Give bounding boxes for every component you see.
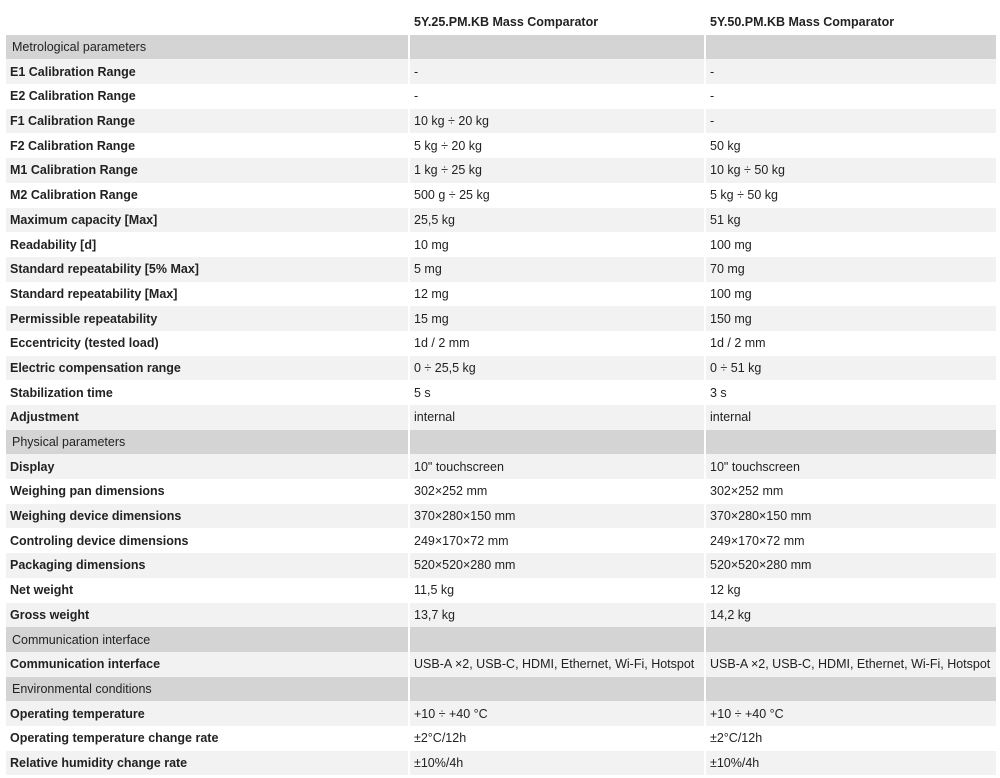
row-value-model-2: 150 mg	[706, 306, 996, 331]
row-label: Packaging dimensions	[6, 553, 408, 578]
row-value-model-2: 370×280×150 mm	[706, 504, 996, 529]
row-value-model-1: 249×170×72 mm	[410, 528, 704, 553]
row-value-model-2: 3 s	[706, 380, 996, 405]
table-row	[6, 701, 996, 726]
row-value-model-1: 370×280×150 mm	[410, 504, 704, 529]
row-value-model-1: 13,7 kg	[410, 603, 704, 628]
row-label: Communication interface	[6, 652, 408, 677]
row-value-model-2: 70 mg	[706, 257, 996, 282]
row-label: Controling device dimensions	[6, 528, 408, 553]
row-value-model-1: -	[410, 84, 704, 109]
section-spacer-cell	[706, 627, 996, 652]
row-value-model-2: 51 kg	[706, 208, 996, 233]
section-header-row	[6, 627, 996, 652]
row-label: Maximum capacity [Max]	[6, 208, 408, 233]
row-value-model-1: 520×520×280 mm	[410, 553, 704, 578]
row-label: Weighing device dimensions	[6, 504, 408, 529]
section-spacer-cell	[706, 430, 996, 455]
row-label: Net weight	[6, 578, 408, 603]
row-value-model-2: 10" touchscreen	[706, 454, 996, 479]
row-value-model-1: 5 s	[410, 380, 704, 405]
row-value-model-1: 302×252 mm	[410, 479, 704, 504]
row-label: Eccentricity (tested load)	[6, 331, 408, 356]
table-row	[6, 133, 996, 158]
spec-table-body	[6, 10, 996, 775]
row-label: Permissible repeatability	[6, 306, 408, 331]
row-value-model-2: USB-A ×2, USB-C, HDMI, Ethernet, Wi-Fi, Hotspot	[706, 652, 996, 677]
row-label: Stabilization time	[6, 380, 408, 405]
section-spacer-cell	[410, 677, 704, 702]
row-value-model-1: 25,5 kg	[410, 208, 704, 233]
table-row	[6, 158, 996, 183]
section-spacer-cell	[706, 35, 996, 60]
row-label: E1 Calibration Range	[6, 59, 408, 84]
table-row	[6, 257, 996, 282]
row-label: Electric compensation range	[6, 356, 408, 381]
section-header-row	[6, 677, 996, 702]
header-model-2: 5Y.50.PM.KB Mass Comparator	[706, 10, 996, 35]
row-value-model-2: 5 kg ÷ 50 kg	[706, 183, 996, 208]
row-value-model-2: 100 mg	[706, 232, 996, 257]
table-row	[6, 109, 996, 134]
row-value-model-1: ±10%/4h	[410, 751, 704, 776]
table-row	[6, 652, 996, 677]
row-value-model-2: 12 kg	[706, 578, 996, 603]
row-value-model-2: 1d / 2 mm	[706, 331, 996, 356]
row-label: M2 Calibration Range	[6, 183, 408, 208]
row-value-model-2: ±10%/4h	[706, 751, 996, 776]
row-label: Weighing pan dimensions	[6, 479, 408, 504]
row-label: E2 Calibration Range	[6, 84, 408, 109]
row-value-model-2: 520×520×280 mm	[706, 553, 996, 578]
table-row	[6, 84, 996, 109]
row-label: Relative humidity change rate	[6, 751, 408, 776]
row-label: F2 Calibration Range	[6, 133, 408, 158]
section-title: Communication interface	[6, 627, 408, 652]
table-row	[6, 232, 996, 257]
section-spacer-cell	[410, 627, 704, 652]
row-value-model-1: 5 kg ÷ 20 kg	[410, 133, 704, 158]
spec-comparison-table	[4, 10, 998, 775]
section-title: Physical parameters	[6, 430, 408, 455]
table-row	[6, 479, 996, 504]
row-value-model-1: 10" touchscreen	[410, 454, 704, 479]
row-value-model-1: internal	[410, 405, 704, 430]
row-value-model-1: USB-A ×2, USB-C, HDMI, Ethernet, Wi-Fi, Hotspot	[410, 652, 704, 677]
row-label: Gross weight	[6, 603, 408, 628]
table-row	[6, 356, 996, 381]
row-value-model-2: 14,2 kg	[706, 603, 996, 628]
row-value-model-2: 302×252 mm	[706, 479, 996, 504]
table-row	[6, 306, 996, 331]
row-value-model-1: 5 mg	[410, 257, 704, 282]
header-model-1: 5Y.25.PM.KB Mass Comparator	[410, 10, 704, 35]
row-value-model-2: ±2°C/12h	[706, 726, 996, 751]
row-label: Standard repeatability [Max]	[6, 282, 408, 307]
row-value-model-1: 15 mg	[410, 306, 704, 331]
section-spacer-cell	[410, 430, 704, 455]
table-row	[6, 504, 996, 529]
table-header-row	[6, 10, 996, 35]
row-value-model-1: 1 kg ÷ 25 kg	[410, 158, 704, 183]
row-value-model-2: -	[706, 109, 996, 134]
table-row	[6, 405, 996, 430]
row-value-model-1: 500 g ÷ 25 kg	[410, 183, 704, 208]
row-label: M1 Calibration Range	[6, 158, 408, 183]
row-value-model-1: +10 ÷ +40 °C	[410, 701, 704, 726]
table-row	[6, 578, 996, 603]
table-row	[6, 553, 996, 578]
row-value-model-1: 1d / 2 mm	[410, 331, 704, 356]
row-value-model-1: ±2°C/12h	[410, 726, 704, 751]
table-row	[6, 603, 996, 628]
row-value-model-1: 11,5 kg	[410, 578, 704, 603]
row-value-model-2: +10 ÷ +40 °C	[706, 701, 996, 726]
row-label: Adjustment	[6, 405, 408, 430]
row-label: Operating temperature change rate	[6, 726, 408, 751]
row-label: Readability [d]	[6, 232, 408, 257]
table-row	[6, 726, 996, 751]
table-row	[6, 380, 996, 405]
row-label: F1 Calibration Range	[6, 109, 408, 134]
table-row	[6, 528, 996, 553]
section-spacer-cell	[706, 677, 996, 702]
table-row	[6, 454, 996, 479]
row-value-model-2: -	[706, 84, 996, 109]
row-value-model-1: 10 kg ÷ 20 kg	[410, 109, 704, 134]
row-value-model-2: 50 kg	[706, 133, 996, 158]
table-row	[6, 59, 996, 84]
table-row	[6, 208, 996, 233]
row-label: Display	[6, 454, 408, 479]
section-header-row	[6, 35, 996, 60]
row-value-model-2: 0 ÷ 51 kg	[706, 356, 996, 381]
section-title: Environmental conditions	[6, 677, 408, 702]
row-value-model-2: internal	[706, 405, 996, 430]
row-value-model-1: 0 ÷ 25,5 kg	[410, 356, 704, 381]
table-row	[6, 282, 996, 307]
row-value-model-1: 12 mg	[410, 282, 704, 307]
row-label: Operating temperature	[6, 701, 408, 726]
section-header-row	[6, 430, 996, 455]
row-value-model-2: 249×170×72 mm	[706, 528, 996, 553]
section-title: Metrological parameters	[6, 35, 408, 60]
row-label: Standard repeatability [5% Max]	[6, 257, 408, 282]
row-value-model-2: 100 mg	[706, 282, 996, 307]
row-value-model-1: 10 mg	[410, 232, 704, 257]
table-row	[6, 183, 996, 208]
row-value-model-1: -	[410, 59, 704, 84]
table-row	[6, 331, 996, 356]
row-value-model-2: 10 kg ÷ 50 kg	[706, 158, 996, 183]
section-spacer-cell	[410, 35, 704, 60]
row-value-model-2: -	[706, 59, 996, 84]
header-empty-cell	[6, 10, 408, 35]
table-row	[6, 751, 996, 776]
